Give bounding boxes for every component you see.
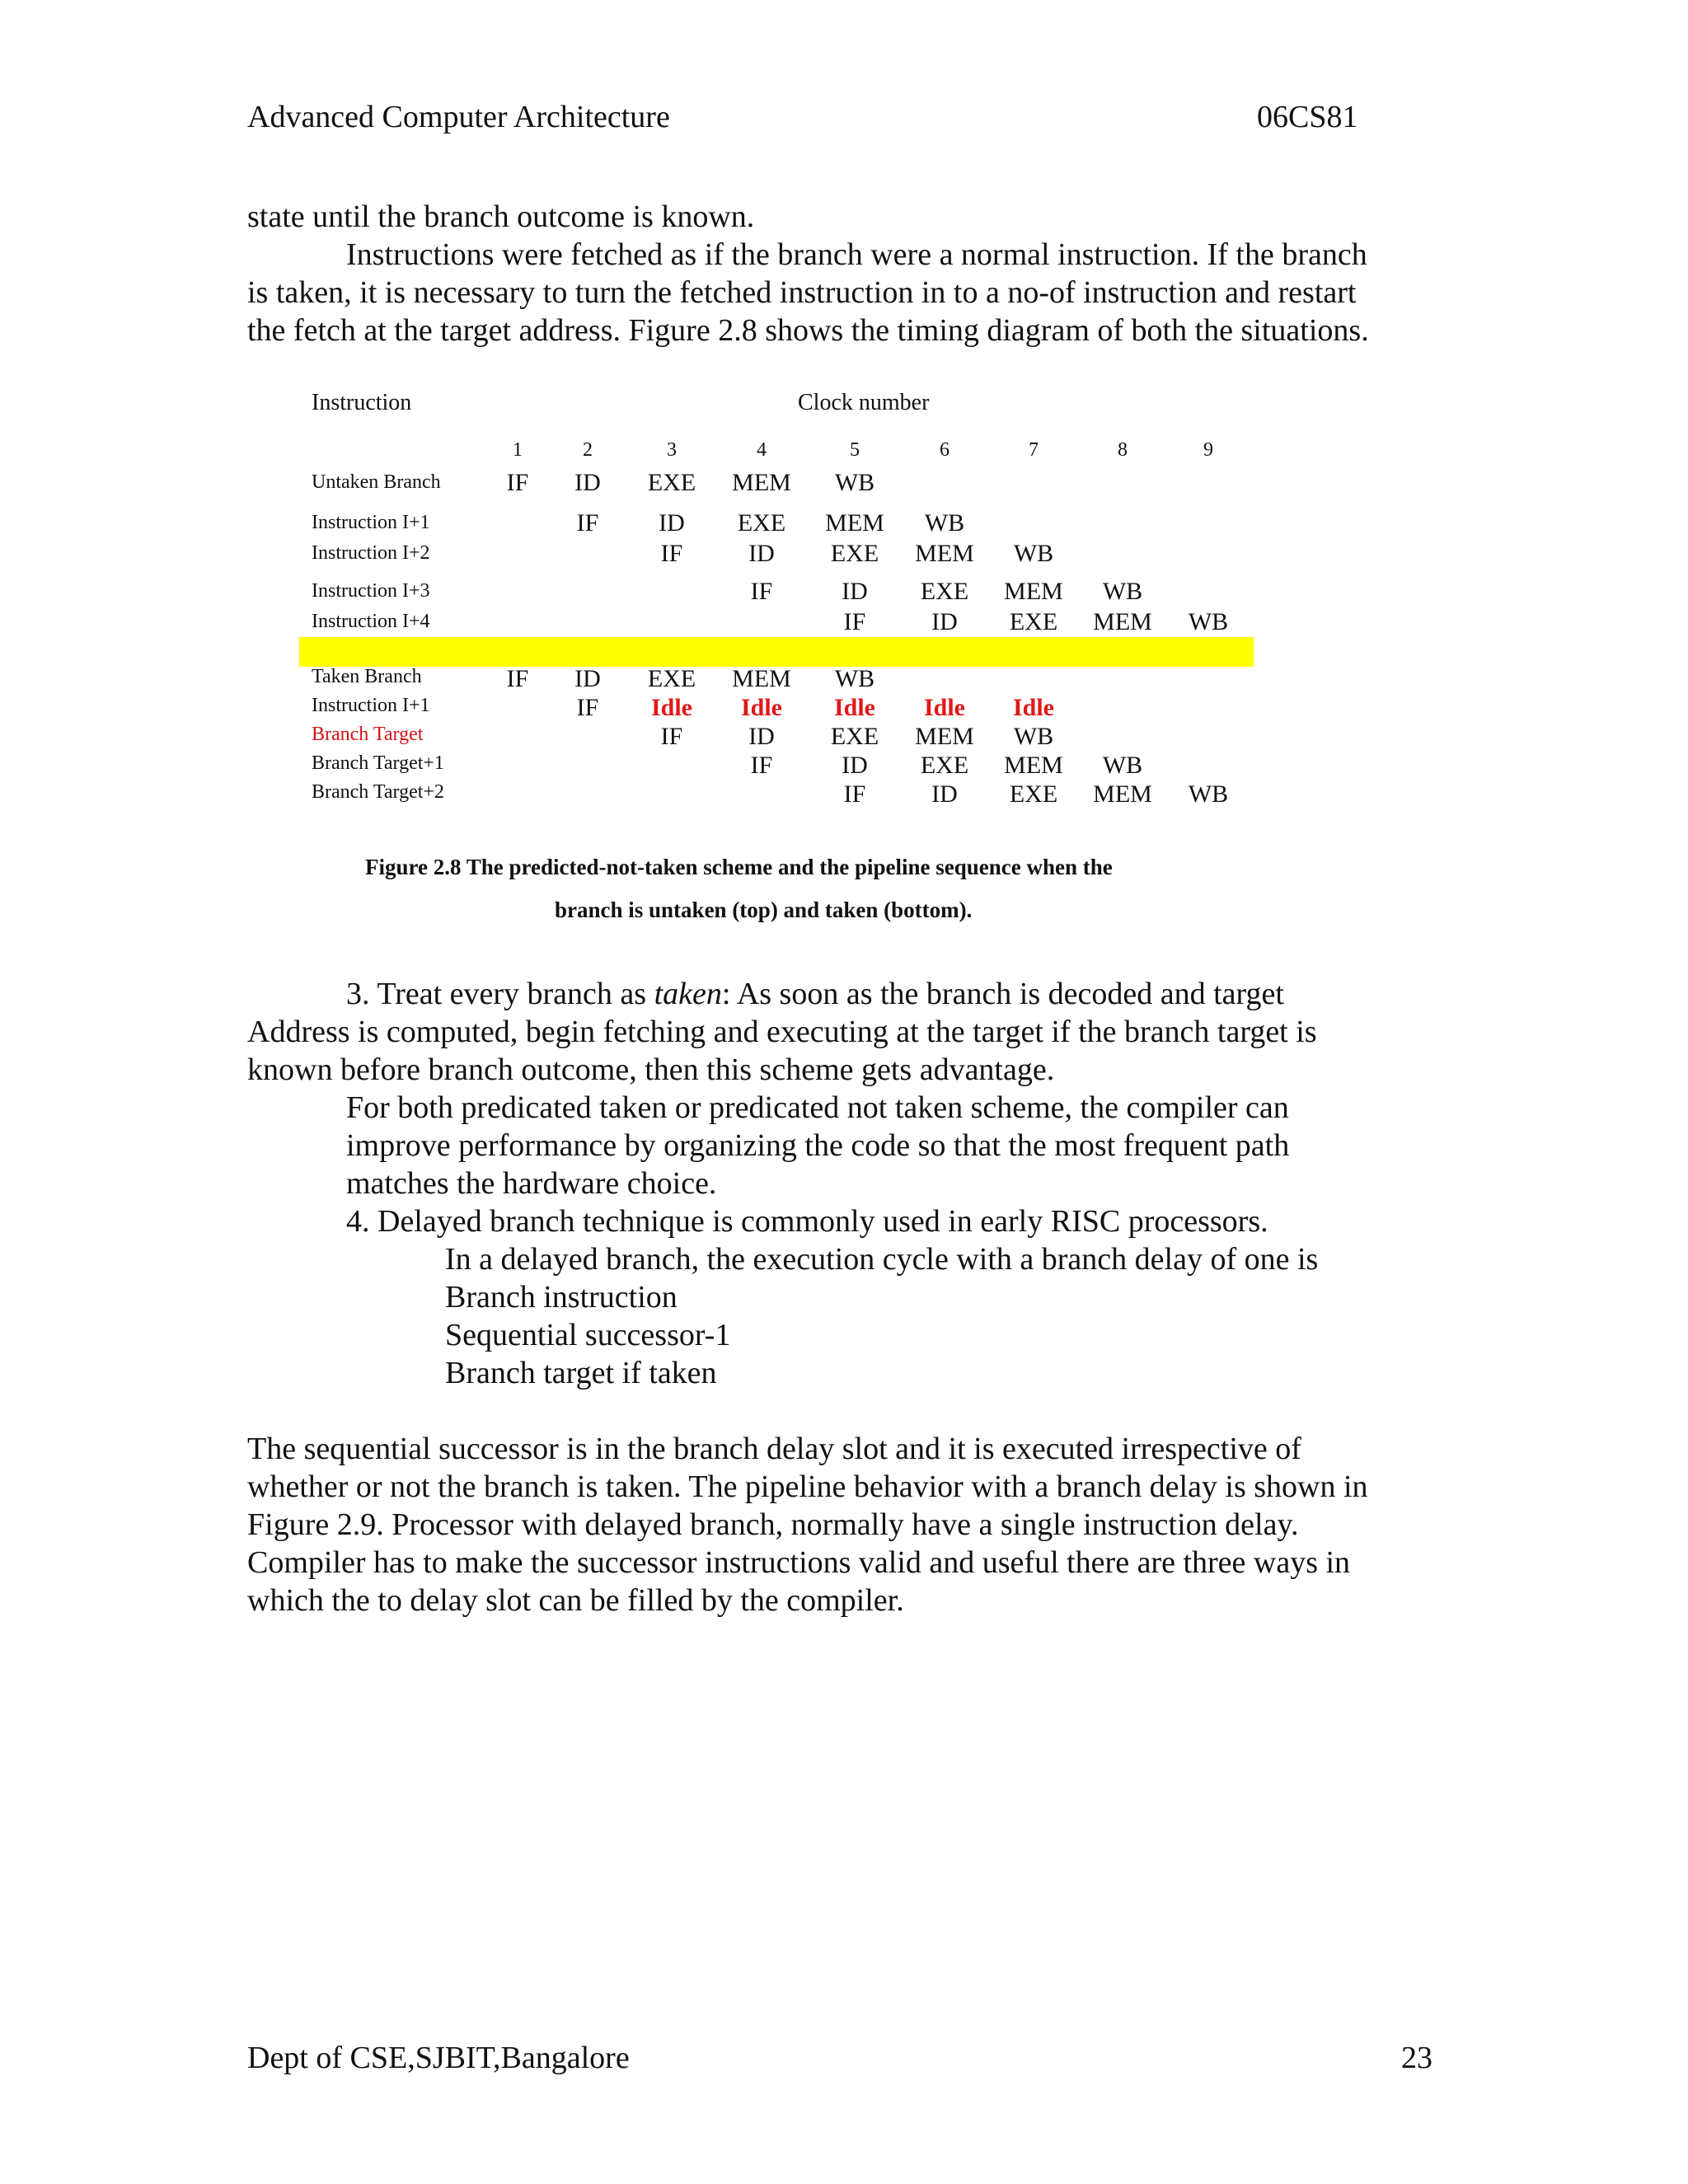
stage-cell: WB [1013, 540, 1054, 567]
stage-cell: WB [834, 469, 875, 496]
stage-cell: IF [506, 469, 529, 496]
text-line: matches the hardware choice. [346, 1166, 717, 1201]
row-label: Instruction I+1 [312, 695, 430, 716]
clock-number: 9 [1203, 439, 1213, 461]
text-run: : As soon as the branch is decoded and target [721, 977, 1284, 1011]
stage-cell: IF [843, 780, 866, 808]
stage-cell: IF [576, 694, 599, 721]
text-line: The sequential successor is in the branch delay slot and it is executed irrespective of [247, 1432, 1301, 1466]
stage-cell: EXE [647, 469, 696, 496]
stage-cell: ID [659, 509, 685, 537]
figure-caption-line2: branch is untaken (top) and taken (bottom). [555, 898, 973, 922]
clock-number: 8 [1118, 439, 1128, 461]
clock-number: 3 [667, 439, 677, 461]
text-line: Figure 2.9. Processor with delayed branch, normally have a single instruction delay. [247, 1507, 1299, 1542]
row-label: Untaken Branch [312, 471, 441, 493]
paragraph-delay-slot [247, 1430, 1442, 1619]
stage-cell: WB [1188, 780, 1229, 808]
page-number: 23 [1401, 2041, 1432, 2075]
text-line: For both predicated taken or predicated not taken scheme, the compiler can [346, 1090, 1289, 1125]
stage-cell: WB [924, 509, 965, 537]
page-footer-dept: Dept of CSE,SJBIT,Bangalore [247, 2041, 630, 2075]
stage-cell: MEM [1093, 608, 1152, 635]
stage-cell: MEM [825, 509, 884, 537]
stage-cell: Idle [740, 694, 782, 721]
stage-cell: WB [1188, 608, 1229, 635]
stage-cell: MEM [1004, 578, 1063, 605]
stage-cell: Idle [923, 694, 965, 721]
stage-cell: ID [574, 469, 601, 496]
stage-cell: WB [1102, 578, 1143, 605]
text-line: is taken, it is necessary to turn the fetched instruction in to a no-of instruction and restart [247, 275, 1357, 310]
stage-cell: WB [834, 665, 875, 692]
text-line: known before branch outcome, then this scheme gets advantage. [247, 1052, 1055, 1087]
stage-cell: ID [931, 608, 958, 635]
row-label: Instruction I+2 [312, 542, 430, 564]
clock-number: 5 [850, 439, 860, 461]
stage-cell: EXE [920, 578, 969, 605]
stage-cell: ID [748, 540, 775, 567]
separator-band [299, 637, 1254, 667]
text-line: 4. Delayed branch technique is commonly used in early RISC processors. [346, 1204, 1268, 1239]
stage-cell: EXE [1009, 608, 1058, 635]
row-label: Instruction I+4 [312, 611, 430, 632]
stage-cell: MEM [915, 723, 974, 750]
paragraph-branch-schemes [247, 975, 1442, 1392]
stage-cell: EXE [830, 540, 879, 567]
stage-cell: ID [842, 578, 868, 605]
stage-cell: MEM [732, 469, 791, 496]
row-label: Instruction I+3 [312, 580, 430, 602]
figure-clock-header: Clock number [798, 390, 930, 415]
stage-cell: IF [506, 665, 529, 692]
text-line: In a delayed branch, the execution cycle with a branch delay of one is [445, 1242, 1319, 1277]
text-run: 3. Treat every branch as [346, 977, 654, 1011]
stage-cell: EXE [830, 723, 879, 750]
text-line: Branch instruction [445, 1280, 678, 1315]
clock-number: 6 [940, 439, 950, 461]
row-label: Instruction I+1 [312, 512, 430, 533]
stage-cell: EXE [1009, 780, 1058, 808]
clock-number: 7 [1029, 439, 1039, 461]
stage-cell: EXE [737, 509, 786, 537]
text-line: the fetch at the target address. Figure 2.8 shows the timing diagram of both the situations. [247, 313, 1369, 348]
stage-cell: ID [842, 752, 868, 779]
stage-cell: IF [843, 608, 866, 635]
stage-cell: WB [1013, 723, 1054, 750]
stage-cell: MEM [732, 665, 791, 692]
text-line: state until the branch outcome is known. [247, 199, 755, 234]
paragraph-intro [247, 198, 1442, 349]
stage-cell: IF [750, 752, 773, 779]
stage-cell: IF [750, 578, 773, 605]
text-line: improve performance by organizing the code so that the most frequent path [346, 1128, 1290, 1163]
stage-cell: EXE [920, 752, 969, 779]
stage-cell: Idle [650, 694, 692, 721]
text-line: Branch target if taken [445, 1356, 717, 1390]
stage-cell: ID [574, 665, 601, 692]
stage-cell: ID [931, 780, 958, 808]
text-line: Instructions were fetched as if the branch were a normal instruction. If the branch [346, 237, 1367, 272]
figure-caption-line1: Figure 2.8 The predicted-not-taken scheme and the pipeline sequence when the [365, 855, 1113, 879]
row-label: Taken Branch [312, 666, 422, 687]
clock-number: 4 [757, 439, 767, 461]
figure-instruction-header: Instruction [312, 390, 412, 415]
clock-number: 1 [513, 439, 523, 461]
stage-cell: Idle [1012, 694, 1054, 721]
emphasis-taken: taken [654, 977, 722, 1011]
page-header-code: 06CS81 [1257, 100, 1358, 134]
stage-cell: ID [748, 723, 775, 750]
text-line: whether or not the branch is taken. The pipeline behavior with a branch delay is shown in [247, 1469, 1368, 1504]
text-line: Sequential successor-1 [445, 1318, 731, 1352]
stage-cell: Idle [833, 694, 875, 721]
stage-cell: IF [660, 723, 683, 750]
text-line: Address is computed, begin fetching and executing at the target if the branch target is [247, 1015, 1317, 1049]
stage-cell: IF [576, 509, 599, 537]
row-label: Branch Target+1 [312, 752, 444, 774]
text-line: Compiler has to make the successor instructions valid and useful there are three ways in [247, 1545, 1351, 1580]
page-header-title: Advanced Computer Architecture [247, 100, 670, 134]
stage-cell: MEM [915, 540, 974, 567]
stage-cell: WB [1102, 752, 1143, 779]
stage-cell: MEM [1004, 752, 1063, 779]
stage-cell: IF [660, 540, 683, 567]
row-label: Branch Target+2 [312, 781, 444, 803]
row-label: Branch Target [312, 724, 424, 745]
clock-number: 2 [583, 439, 593, 461]
stage-cell: EXE [647, 665, 696, 692]
text-line: which the to delay slot can be filled by the compiler. [247, 1583, 904, 1618]
stage-cell: MEM [1093, 780, 1152, 808]
text-line [247, 975, 1442, 1013]
